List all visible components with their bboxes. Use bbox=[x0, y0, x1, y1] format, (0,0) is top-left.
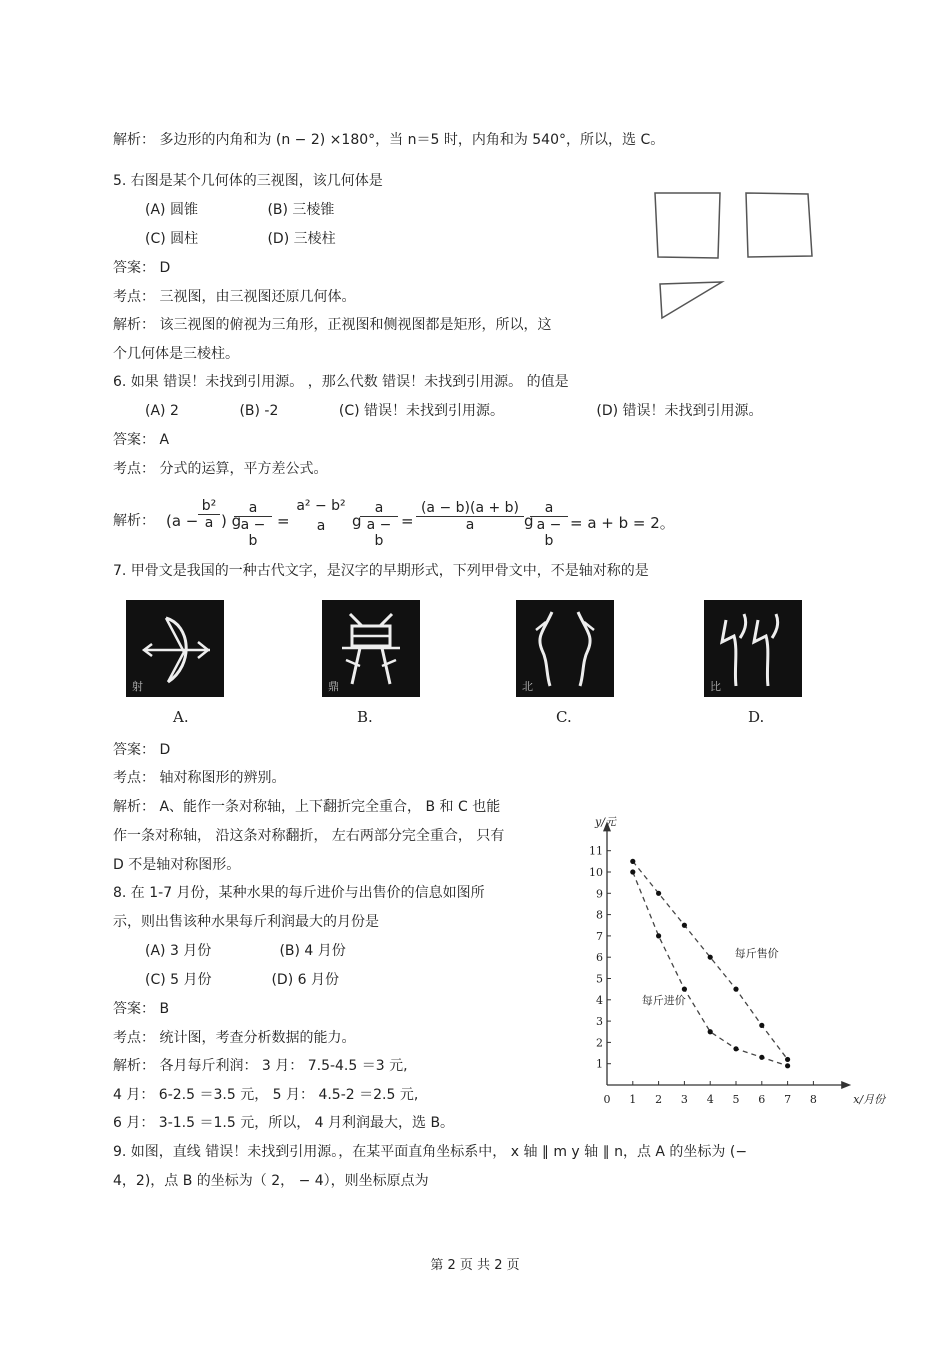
q5-option-c: (C) 圆柱 bbox=[145, 231, 199, 247]
oracle-char-a-glyph bbox=[126, 600, 224, 697]
q7-point: 考点： 轴对称图形的辨别。 bbox=[113, 770, 286, 786]
frac5-numerator: (a − b)(a + b) bbox=[420, 500, 520, 516]
x-tick-label: 6 bbox=[758, 1093, 766, 1106]
x-tick-label: 4 bbox=[706, 1093, 714, 1106]
q8-options-row1 bbox=[145, 942, 346, 960]
x-axis-label: x/月份 bbox=[853, 1093, 886, 1106]
q8-option-a: (A) 3 月份 bbox=[145, 943, 212, 959]
x-tick-label: 5 bbox=[732, 1093, 740, 1106]
svg-text:比: 比 bbox=[710, 680, 721, 693]
oracle-char-d-glyph bbox=[704, 600, 802, 697]
q5-options-row1 bbox=[145, 201, 334, 219]
q5-options-row2 bbox=[145, 230, 336, 248]
frac5-denominator: a bbox=[416, 516, 524, 533]
q6-stem: 6. 如果 错误！未找到引用源。 ，那么代数 错误！未找到引用源。 的值是 bbox=[113, 374, 569, 390]
q8-analysis-line3: 6 月： 3-1.5 ＝1.5 元，所以， 4 月利润最大，选 B。 bbox=[113, 1115, 455, 1131]
q8-option-b: (B) 4 月份 bbox=[279, 943, 346, 959]
q6-point: 考点： 分式的运算，平方差公式。 bbox=[113, 461, 328, 477]
data-point bbox=[630, 859, 635, 864]
data-point bbox=[682, 987, 687, 992]
x-tick-label: 2 bbox=[655, 1093, 663, 1106]
y-tick-label: 8 bbox=[596, 908, 603, 922]
series-line-1 bbox=[633, 872, 788, 1066]
data-point bbox=[656, 933, 661, 938]
data-point bbox=[759, 1055, 764, 1060]
data-point bbox=[708, 955, 713, 960]
y-tick-label: 10 bbox=[589, 866, 603, 879]
math-eq-2: = bbox=[401, 512, 414, 530]
q7-analysis-line2: 作一条对称轴， 沿这条对称翻折， 左右两部分完全重合， 只有 bbox=[113, 828, 505, 844]
q8-stem-line2: 示，则出售该种水果每斤利润最大的月份是 bbox=[113, 914, 379, 930]
q5-option-b: (B) 三棱锥 bbox=[267, 202, 335, 218]
frac6-denominator: a − b bbox=[530, 516, 568, 549]
frac4-denominator: a − b bbox=[360, 516, 398, 549]
svg-text:鼎: 鼎 bbox=[328, 680, 339, 693]
y-axis-label: y/元 bbox=[595, 815, 616, 829]
frac3-numerator: a² − b² bbox=[296, 498, 346, 514]
y-tick-label: 7 bbox=[596, 929, 603, 943]
data-point bbox=[656, 891, 661, 896]
frac6-numerator: a bbox=[544, 500, 554, 516]
math-dot-3: g bbox=[524, 512, 534, 530]
page-footer: 第 2 页 共 2 页 bbox=[430, 1258, 520, 1273]
data-point bbox=[759, 1023, 764, 1028]
q6-analysis-label: 解析： bbox=[113, 513, 155, 529]
q5-answer: 答案： D bbox=[113, 260, 171, 276]
q7-option-a-label: A. bbox=[173, 708, 189, 726]
math-frac-6 bbox=[530, 500, 568, 549]
q5-analysis-line2: 个几何体是三棱柱。 bbox=[113, 346, 239, 362]
q8-analysis-line1: 解析： 各月每斤利润： 3 月： 7.5-4.5 ＝3 元, bbox=[113, 1058, 408, 1074]
q8-analysis-line2: 4 月： 6-2.5 ＝3.5 元， 5 月： 4.5-2 ＝2.5 元, bbox=[113, 1087, 419, 1103]
q4-analysis: 解析： 多边形的内角和为 (n − 2) ×180°，当 n＝5 时，内角和为 540°，所以，选 C。 bbox=[113, 132, 665, 148]
math-frac-3 bbox=[294, 498, 348, 534]
q7-analysis-line1: 解析： A、能作一条对称轴，上下翻折完全重合， B 和 C 也能 bbox=[113, 799, 501, 815]
data-point bbox=[785, 1057, 790, 1062]
oracle-char-b-glyph bbox=[322, 600, 420, 697]
y-tick-label: 4 bbox=[596, 993, 603, 1007]
q8-option-c: (C) 5 月份 bbox=[145, 972, 212, 988]
q7-stem: 7. 甲骨文是我国的一种古代文字，是汉字的早期形式，下列甲骨文中，不是轴对称的是 bbox=[113, 563, 649, 579]
q5-point: 考点： 三视图，由三视图还原几何体。 bbox=[113, 289, 356, 305]
q6-answer: 答案： A bbox=[113, 432, 170, 448]
x-axis-arrow bbox=[841, 1081, 851, 1089]
series-label-0: 每斤售价 bbox=[734, 947, 779, 961]
side-view-rect bbox=[746, 193, 812, 257]
top-view-triangle bbox=[660, 282, 722, 318]
series-label-1: 每斤进价 bbox=[641, 994, 686, 1008]
q8-option-d: (D) 6 月份 bbox=[271, 972, 339, 988]
oracle-char-c bbox=[516, 600, 614, 697]
oracle-char-c-glyph bbox=[516, 600, 614, 697]
q8-stem-line1: 8. 在 1-7 月份，某种水果的每斤进价与出售价的信息如图所 bbox=[113, 885, 485, 901]
oracle-char-a bbox=[126, 600, 224, 697]
q5-stem: 5. 右图是某个几何体的三视图，该几何体是 bbox=[113, 173, 383, 189]
svg-text:北: 北 bbox=[522, 680, 533, 693]
q7-answer: 答案： D bbox=[113, 742, 171, 758]
oracle-char-b bbox=[322, 600, 420, 697]
data-point bbox=[785, 1063, 790, 1068]
data-point bbox=[733, 1046, 738, 1051]
q8-options-row2 bbox=[145, 971, 339, 989]
q7-option-b-label: B. bbox=[357, 708, 373, 726]
math-frac-2 bbox=[234, 500, 272, 549]
x-tick-label: 1 bbox=[629, 1093, 637, 1106]
q6-option-a: (A) 2 bbox=[145, 403, 179, 419]
q7-analysis-line3: D 不是轴对称图形。 bbox=[113, 857, 241, 873]
math-dot-2: g bbox=[352, 512, 362, 530]
q6-option-c: (C) 错误！未找到引用源。 bbox=[338, 403, 505, 419]
y-tick-label: 11 bbox=[589, 844, 603, 858]
x-tick-label: 8 bbox=[809, 1093, 817, 1106]
math-frac-4 bbox=[360, 500, 398, 549]
q7-option-d-label: D. bbox=[748, 708, 765, 726]
q5-analysis-line1: 解析： 该三视图的俯视为三角形，正视图和侧视图都是矩形，所以，这 bbox=[113, 317, 552, 333]
frac1-denominator: a bbox=[198, 514, 220, 531]
y-tick-label: 6 bbox=[596, 951, 603, 965]
frac2-denominator: a − b bbox=[234, 516, 272, 549]
y-tick-label: 1 bbox=[596, 1057, 603, 1071]
x-tick-label: 3 bbox=[680, 1093, 688, 1106]
y-tick-label: 2 bbox=[596, 1036, 603, 1050]
y-tick-label: 5 bbox=[596, 972, 603, 986]
math-frac-1 bbox=[198, 498, 220, 531]
q7-option-c-label: C. bbox=[556, 708, 572, 726]
x-tick-label: 7 bbox=[784, 1093, 792, 1106]
frac4-numerator: a bbox=[374, 500, 384, 516]
q5-option-d: (D) 三棱柱 bbox=[267, 231, 336, 247]
frac1-numerator: b² bbox=[201, 498, 217, 514]
x-tick-label: 0 bbox=[603, 1093, 611, 1106]
data-point bbox=[733, 987, 738, 992]
oracle-char-d bbox=[704, 600, 802, 697]
q5-option-a: (A) 圆锥 bbox=[145, 202, 198, 218]
y-tick-label: 9 bbox=[596, 887, 603, 901]
q6-options-row bbox=[145, 402, 763, 420]
data-point bbox=[708, 1029, 713, 1034]
svg-text:射: 射 bbox=[132, 680, 143, 693]
y-tick-label: 3 bbox=[596, 1015, 603, 1029]
math-tail: = a + b = 2。 bbox=[570, 514, 675, 532]
q8-point: 考点： 统计图，考查分析数据的能力。 bbox=[113, 1030, 356, 1046]
q9-stem-line2: 4，2)，点 B 的坐标为（ 2， − 4），则坐标原点为 bbox=[113, 1173, 429, 1189]
q8-answer: 答案： B bbox=[113, 1001, 170, 1017]
q6-option-b: (B) -2 bbox=[239, 403, 279, 419]
price-chart bbox=[585, 795, 895, 1110]
q6-option-d: (D) 错误！未找到引用源。 bbox=[596, 403, 763, 419]
data-point bbox=[682, 923, 687, 928]
math-frac-5 bbox=[416, 500, 524, 533]
math-close-dot: ) g bbox=[221, 512, 242, 530]
math-eq-1: = bbox=[277, 512, 290, 530]
front-view-rect bbox=[655, 193, 720, 258]
q9-stem-line1: 9. 如图，直线 错误！未找到引用源。，在某平面直角坐标系中， x 轴 ∥ m y 轴 ∥ n，点 A 的坐标为 (− bbox=[113, 1144, 748, 1160]
data-point bbox=[630, 869, 635, 874]
frac3-denominator: a bbox=[316, 518, 326, 534]
math-open: (a − bbox=[166, 512, 199, 530]
three-view-figure bbox=[650, 188, 820, 328]
frac2-numerator: a bbox=[248, 500, 258, 516]
